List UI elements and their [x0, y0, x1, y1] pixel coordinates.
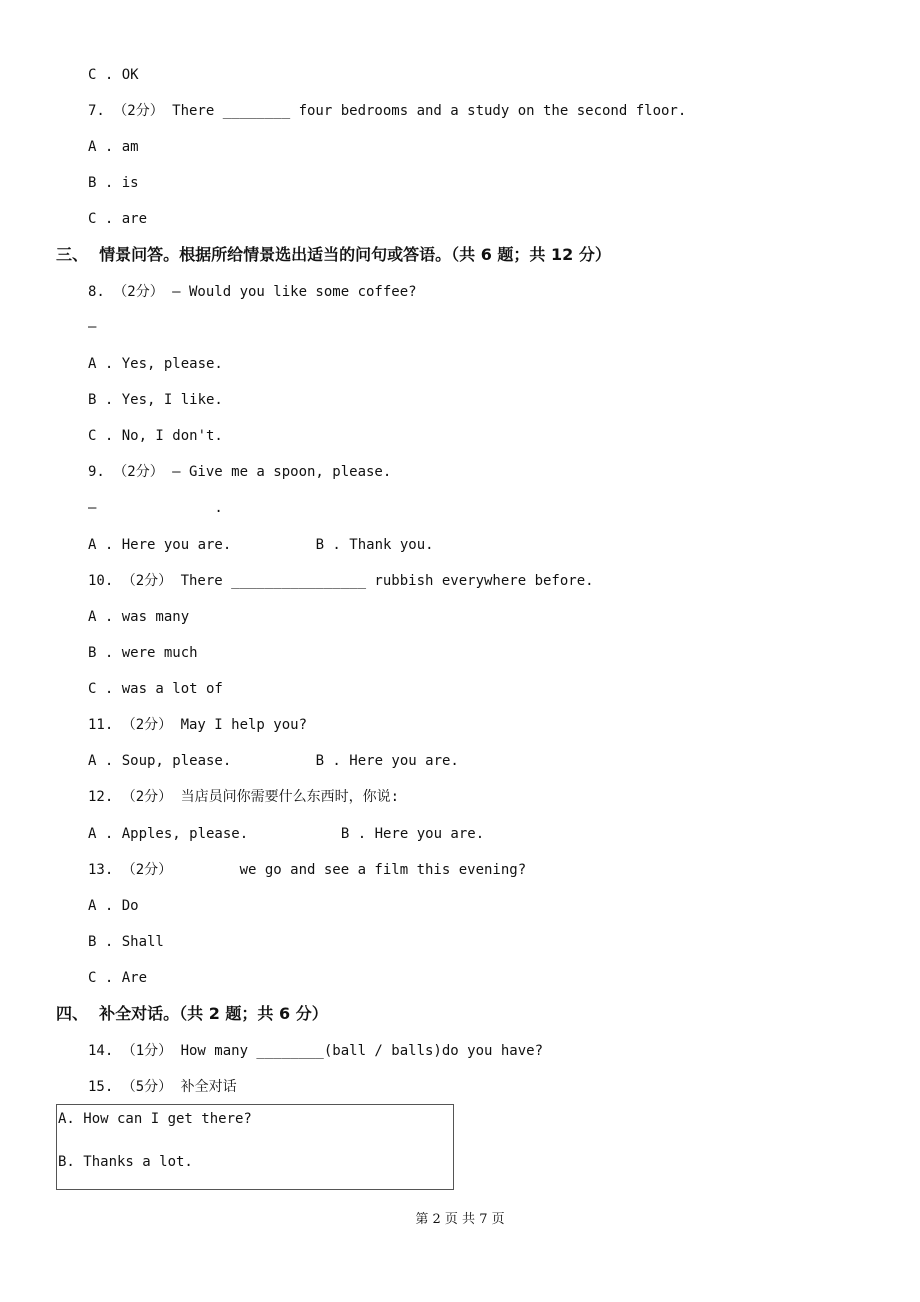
- q13-option-c: C . Are: [88, 970, 148, 986]
- question-11: 11. （2分） May I help you?: [88, 717, 308, 733]
- q8-option-c: C . No, I don't.: [88, 428, 223, 444]
- q7-option-a: A . am: [88, 139, 139, 155]
- q8-option-b: B . Yes, I like.: [88, 392, 223, 408]
- q10-option-a: A . was many: [88, 609, 190, 625]
- section-4-heading: 四、 补全对话。（共 2 题；共 6 分）: [56, 1004, 328, 1023]
- q8-answer-dash: —: [88, 319, 97, 335]
- question-10: 10. （2分） There ________________ rubbish everywhere before.: [88, 573, 594, 589]
- q9-options: A . Here you are. B . Thank you.: [88, 537, 434, 553]
- q8-option-a: A . Yes, please.: [88, 356, 223, 372]
- q10-option-c: C . was a lot of: [88, 681, 223, 697]
- q7-option-c: C . are: [88, 211, 148, 227]
- q10-option-b: B . were much: [88, 645, 198, 661]
- q9-answer-dash: — .: [88, 500, 223, 516]
- box-option-a: A. How can I get there?: [58, 1111, 252, 1127]
- question-8: 8. （2分） — Would you like some coffee?: [88, 284, 417, 300]
- question-9: 9. （2分） — Give me a spoon, please.: [88, 464, 392, 480]
- dialogue-options-box: [56, 1104, 454, 1190]
- section-3-heading: 三、 情景问答。根据所给情景选出适当的问句或答语。（共 6 题；共 12 分）: [56, 245, 611, 264]
- question-13: 13. （2分） we go and see a film this evening?: [88, 862, 527, 878]
- q12-options: A . Apples, please. B . Here you are.: [88, 826, 485, 842]
- question-12: 12. （2分） 当店员问你需要什么东西时，你说:: [88, 789, 399, 805]
- q11-options: A . Soup, please. B . Here you are.: [88, 753, 459, 769]
- q7-option-b: B . is: [88, 175, 139, 191]
- question-7: 7. （2分） There ________ four bedrooms and a study on the second floor.: [88, 103, 687, 119]
- q13-option-a: A . Do: [88, 898, 139, 914]
- box-option-b: B. Thanks a lot.: [58, 1154, 193, 1170]
- page-footer: 第 2 页 共 7 页: [415, 1212, 505, 1227]
- question-15: 15. （5分） 补全对话: [88, 1079, 237, 1095]
- line-c-ok: C . OK: [88, 67, 139, 83]
- q13-option-b: B . Shall: [88, 934, 164, 950]
- question-14: 14. （1分） How many ________(ball / balls)do you have?: [88, 1043, 544, 1059]
